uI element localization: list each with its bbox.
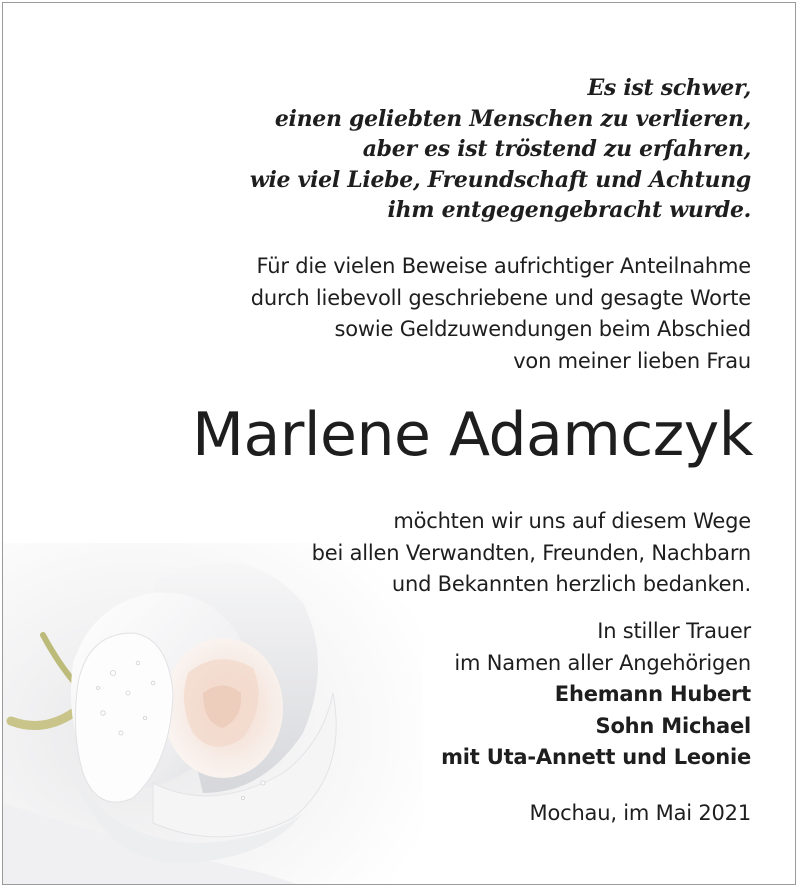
deceased-name: Marlene Adamczyk xyxy=(192,400,753,470)
thanks-line: sowie Geldzuwendungen beim Abschied xyxy=(334,317,751,341)
poem-line: aber es ist tröstend zu erfahren, xyxy=(362,136,751,162)
closing-line: und Bekannten herzlich bedanken. xyxy=(391,572,751,596)
poem-line: wie viel Liebe, Freundschaft und Achtung xyxy=(249,166,751,193)
mourners-intro-line: In stiller Trauer xyxy=(597,619,751,643)
mourner-name: mit Uta-Annett und Leonie xyxy=(441,745,751,769)
mourners-signature xyxy=(441,616,751,774)
closing-line: bei allen Verwandten, Freunden, Nachbarn xyxy=(311,540,751,565)
poem-line: Es ist schwer, xyxy=(587,75,751,101)
thanks-line: durch liebevoll geschriebene und gesagte Worte xyxy=(250,285,751,310)
obituary-card xyxy=(2,2,796,885)
thanks-line: Für die vielen Beweise aufrichtiger Anteilnahme xyxy=(256,254,751,278)
poem-line: ihm entgegengebracht wurde. xyxy=(387,197,751,223)
mourner-name: Ehemann Hubert xyxy=(554,682,751,706)
place-and-date: Mochau, im Mai 2021 xyxy=(529,801,751,825)
mourner-name: Sohn Michael xyxy=(595,713,751,738)
mourners-intro-line: im Namen aller Angehörigen xyxy=(454,650,751,675)
memorial-poem xyxy=(250,73,751,226)
closing-paragraph xyxy=(312,506,751,601)
poem-line: einen geliebten Menschen zu verlieren, xyxy=(274,105,751,132)
thanks-paragraph xyxy=(251,251,751,377)
thanks-line: von meiner lieben Frau xyxy=(513,348,751,373)
closing-line: möchten wir uns auf diesem Wege xyxy=(393,509,751,533)
